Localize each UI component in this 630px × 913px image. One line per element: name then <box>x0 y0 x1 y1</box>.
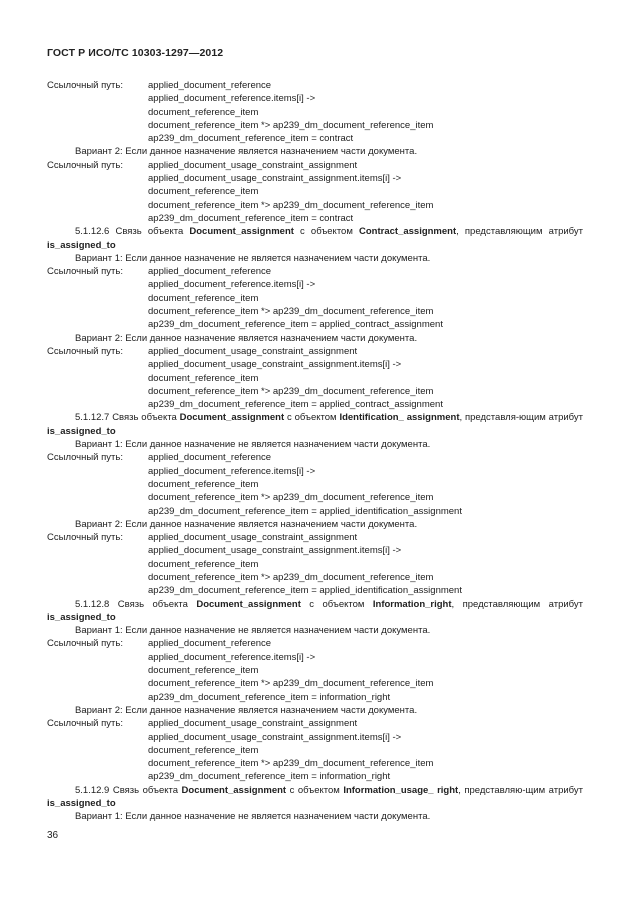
reference-path-line: applied_document_usage_constraint_assignment <box>148 532 358 544</box>
reference-path-line: applied_document_reference.items[i] -> <box>148 651 316 663</box>
clause-text: , представляющим атрибут <box>456 226 583 238</box>
clause-text: 5.1.12.6 Связь объекта <box>75 226 190 238</box>
reference-path-line: document_reference_item <box>148 744 259 756</box>
reference-path-line: ap239_dm_document_reference_item = contract <box>148 212 354 224</box>
reference-path-line: document_reference_item <box>148 372 259 384</box>
reference-path-label: Ссылочный путь: <box>47 718 123 730</box>
variant-text: Вариант 1: Если данное назначение не является назначением части документа. <box>75 439 431 451</box>
reference-path-lines <box>148 345 583 411</box>
clause-text: с объектом <box>300 598 373 610</box>
clause-text: 5.1.12.9 Связь объекта <box>75 784 182 796</box>
reference-path-line: document_reference_item *> ap239_dm_document_reference_item <box>148 199 434 211</box>
reference-path-line: document_reference_item <box>148 106 259 118</box>
reference-path-line: document_reference_item <box>148 292 259 304</box>
reference-path-line: document_reference_item <box>148 186 259 198</box>
reference-path-line: ap239_dm_document_reference_item = applied_contract_assignment <box>148 319 443 331</box>
document-body <box>47 79 583 824</box>
clause-paragraph <box>47 784 583 811</box>
reference-path-line: applied_document_usage_constraint_assignment.items[i] -> <box>148 545 402 557</box>
variant-text: Вариант 2: Если данное назначение является назначением части документа. <box>75 704 418 716</box>
reference-path-lines <box>148 717 583 783</box>
reference-path-line: applied_document_usage_constraint_assignment.items[i] -> <box>148 173 402 185</box>
reference-path-line: applied_document_reference.items[i] -> <box>148 93 316 105</box>
reference-path-line: applied_document_usage_constraint_assignment <box>148 159 358 171</box>
clause-paragraph <box>47 598 583 625</box>
clause-text: , представляю-щим атрибут <box>458 784 583 796</box>
reference-path-block <box>47 451 583 517</box>
reference-path-line: ap239_dm_document_reference_item = applied_identification_assignment <box>148 585 462 597</box>
reference-path-line: document_reference_item *> ap239_dm_document_reference_item <box>148 492 434 504</box>
document-header: ГОСТ Р ИСО/ТС 10303-1297—2012 <box>47 47 224 59</box>
reference-path-line: applied_document_usage_constraint_assignment <box>148 345 358 357</box>
reference-path-label: Ссылочный путь: <box>47 266 123 278</box>
reference-path-block <box>47 531 583 597</box>
clause-text: 5.1.12.8 Связь объекта <box>75 598 197 610</box>
reference-path-line: ap239_dm_document_reference_item = information_right <box>148 771 391 783</box>
reference-path-label: Ссылочный путь: <box>47 532 123 544</box>
reference-path-line: document_reference_item <box>148 665 259 677</box>
reference-path-lines <box>148 451 583 517</box>
reference-path-label: Ссылочный путь: <box>47 638 123 650</box>
reference-path-label: Ссылочный путь: <box>47 80 123 91</box>
clause-entity-name: is_assigned_to <box>47 425 116 437</box>
reference-path-block <box>47 159 583 225</box>
reference-path-lines <box>148 531 583 597</box>
reference-path-line: document_reference_item <box>148 558 259 570</box>
variant-text: Вариант 2: Если данное назначение является назначением части документа. <box>75 332 418 344</box>
reference-path-block <box>47 345 583 411</box>
clause-entity-name: is_assigned_to <box>47 611 116 623</box>
reference-path-label: Ссылочный путь: <box>47 159 123 171</box>
reference-path-line: ap239_dm_document_reference_item = applied_identification_assignment <box>148 505 462 517</box>
reference-path-line: applied_document_reference.items[i] -> <box>148 465 316 477</box>
reference-path-block <box>47 717 583 783</box>
reference-path-block <box>47 265 583 331</box>
variant-text: Вариант 1: Если данное назначение не является назначением части документа. <box>75 625 431 637</box>
page-number: 36 <box>47 830 59 841</box>
reference-path-line: applied_document_usage_constraint_assignment.items[i] -> <box>148 359 402 371</box>
reference-path-line: ap239_dm_document_reference_item = applied_contract_assignment <box>148 399 443 411</box>
clause-paragraph <box>47 225 583 252</box>
reference-path-block <box>47 637 583 703</box>
reference-path-lines <box>148 159 583 225</box>
reference-path-line: document_reference_item *> ap239_dm_document_reference_item <box>148 306 434 318</box>
clause-entity-name: Document_assignment <box>179 412 285 424</box>
reference-path-line: ap239_dm_document_reference_item = contract <box>148 133 354 145</box>
variant-text: Вариант 1: Если данное назначение не является назначением части документа. <box>75 252 431 264</box>
reference-path-line: document_reference_item *> ap239_dm_document_reference_item <box>148 571 434 583</box>
reference-path-line: applied_document_reference <box>148 638 272 650</box>
clause-text: с объектом <box>293 226 359 238</box>
reference-path-block <box>47 79 583 145</box>
clause-entity-name: Document_assignment <box>196 598 301 610</box>
clause-entity-name: Document_assignment <box>189 226 294 238</box>
clause-entity-name: Document_assignment <box>181 784 287 796</box>
clause-paragraph <box>47 411 583 438</box>
clause-entity-name: is_assigned_to <box>47 798 116 810</box>
reference-path-line: applied_document_reference <box>148 266 272 278</box>
clause-text: 5.1.12.7 Связь объекта <box>75 412 180 424</box>
reference-path-line: document_reference_item *> ap239_dm_document_reference_item <box>148 758 434 770</box>
reference-path-line: applied_document_usage_constraint_assignment.items[i] -> <box>148 731 402 743</box>
clause-entity-name: Information_right <box>372 598 452 610</box>
reference-path-line: document_reference_item *> ap239_dm_document_reference_item <box>148 678 434 690</box>
variant-text: Вариант 1: Если данное назначение не является назначением части документа. <box>75 811 431 823</box>
reference-path-line: ap239_dm_document_reference_item = information_right <box>148 691 391 703</box>
clause-text: с объектом <box>286 784 344 796</box>
reference-path-lines <box>148 637 583 703</box>
reference-path-line: applied_document_usage_constraint_assignment <box>148 718 358 730</box>
clause-text: , представляющим атрибут <box>451 598 583 610</box>
clause-text: с объектом <box>284 412 340 424</box>
clause-entity-name: Identification_ assignment <box>339 412 460 424</box>
variant-text: Вариант 2: Если данное назначение является назначением части документа. <box>75 146 418 158</box>
variant-text: Вариант 2: Если данное назначение является назначением части документа. <box>75 518 418 530</box>
reference-path-line: document_reference_item *> ap239_dm_document_reference_item <box>148 385 434 397</box>
clause-entity-name: Contract_assignment <box>359 226 457 238</box>
clause-text: , представля-ющим атрибут <box>459 412 583 424</box>
reference-path-lines <box>148 265 583 331</box>
clause-entity-name: Information_usage_ right <box>343 784 459 796</box>
clause-entity-name: is_assigned_to <box>47 239 116 251</box>
reference-path-line: applied_document_reference <box>148 80 272 91</box>
reference-path-line: document_reference_item <box>148 478 259 490</box>
reference-path-line: applied_document_reference <box>148 452 272 464</box>
reference-path-label: Ссылочный путь: <box>47 452 123 464</box>
reference-path-line: document_reference_item *> ap239_dm_document_reference_item <box>148 119 434 131</box>
reference-path-label: Ссылочный путь: <box>47 345 123 357</box>
reference-path-lines <box>148 79 583 145</box>
reference-path-line: applied_document_reference.items[i] -> <box>148 279 316 291</box>
